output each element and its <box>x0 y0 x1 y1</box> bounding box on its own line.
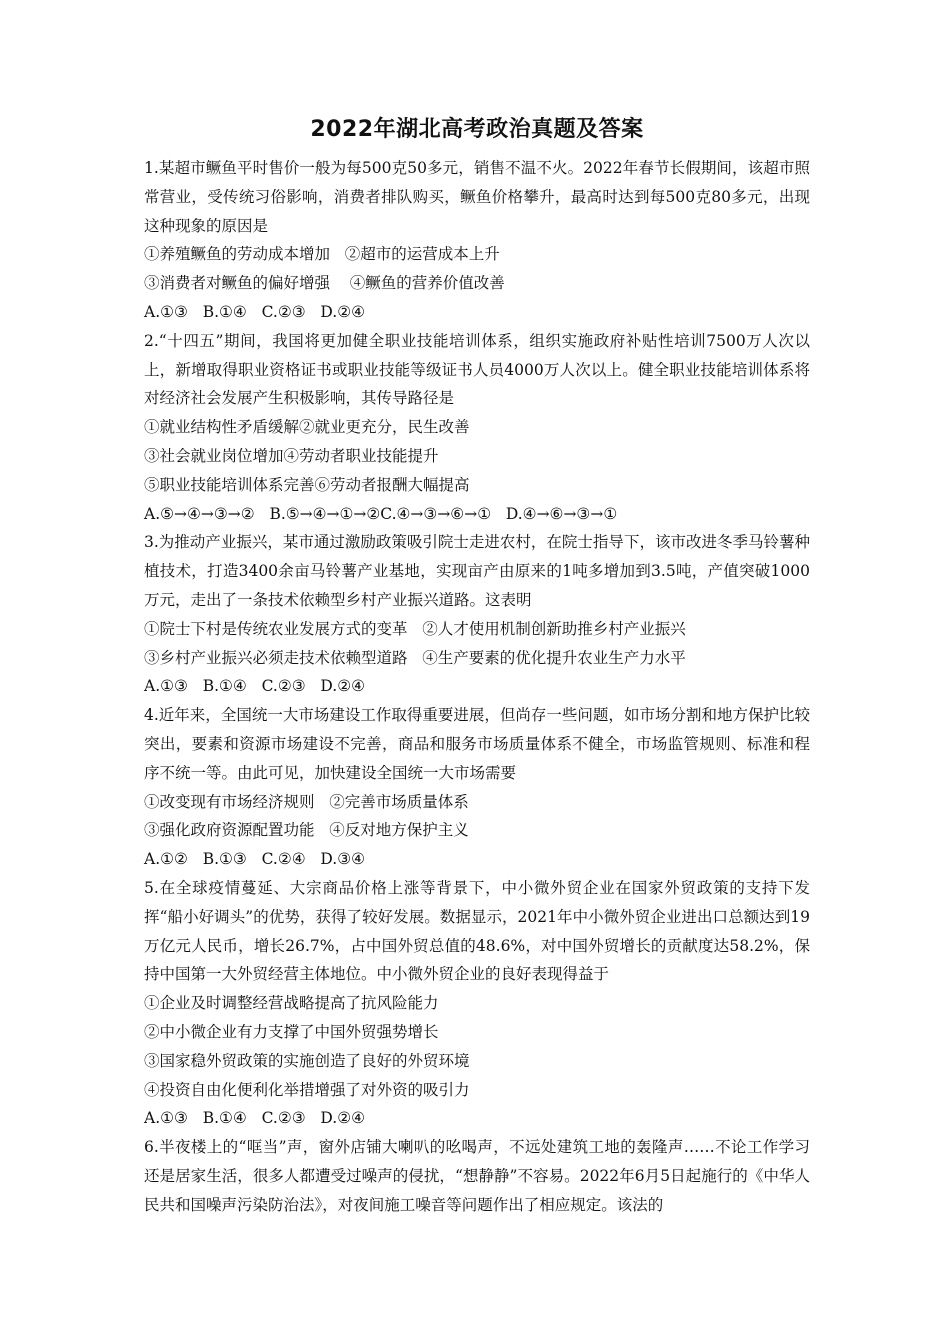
option-line: ①就业结构性矛盾缓解②就业更充分，民生改善 <box>144 418 470 437</box>
question-5 <box>144 874 810 1133</box>
question-stem: 4.近年来，全国统一大市场建设工作取得重要进展，但尚存一些问题，如市场分割和地方保护比较突出，要素和资源市场建设不完善，商品和服务市场质量体系不健全，市场监管规则、标准和程序不统一等。由此可见，加快建设全国统一大市场需要 <box>144 706 810 782</box>
page-title: 2022年湖北高考政治真题及答案 <box>310 117 644 142</box>
option-line: ①院士下村是传统农业发展方式的变革 ②人才使用机制创新助推乡村产业振兴 <box>144 619 686 638</box>
question-stem: 5.在全球疫情蔓延、大宗商品价格上涨等背景下，中小微外贸企业在国家外贸政策的支持下发挥“船小好调头”的优势，获得了较好发展。数据显示，2021年中小微外贸企业进出口总额达到19万亿元人民币，增长26.7%，占中国外贸总值的48.6%，对中国外贸增长的贡献度达58.2%，保持中国第一大外贸经营主体地位。中小微外贸企业的良好表现得益于 <box>144 878 810 984</box>
option-line: ①企业及时调整经营战略提高了抗风险能力 <box>144 994 439 1013</box>
answer-choices: A.⑤→④→③→② B.⑤→④→①→②C.④→③→⑥→① D.④→⑥→③→① <box>144 504 618 523</box>
question-4 <box>144 701 810 874</box>
answer-choices: A.①③ B.①④ C.②③ D.②④ <box>144 302 365 321</box>
option-line: ③社会就业岗位增加④劳动者职业技能提升 <box>144 446 439 465</box>
option-line: ③强化政府资源配置功能 ④反对地方保护主义 <box>144 821 469 840</box>
answer-choices: A.①③ B.①④ C.②③ D.②④ <box>144 677 365 696</box>
question-stem: 6.半夜楼上的“哐当”声，窗外店铺大喇叭的吆喝声，不远处建筑工地的轰隆声……不论工作学习还是居家生活，很多人都遭受过噪声的侵扰，“想静静”不容易。2022年6月5日起施行的《中华人民共和国噪声污染防治法》，对夜间施工噪音等问题作出了相应规定。该法的 <box>144 1138 810 1214</box>
question-2 <box>144 327 810 529</box>
question-3 <box>144 528 810 701</box>
question-stem: 2.“十四五”期间，我国将更加健全职业技能培训体系，组织实施政府补贴性培训7500万人次以上，新增取得职业资格证书或职业技能等级证书人员4000万人次以上。健全职业技能培训体系将对经济社会发展产生积极影响，其传导路径是 <box>144 331 810 408</box>
option-line: ①养殖鳜鱼的劳动成本增加 ②超市的运营成本上升 <box>144 245 500 264</box>
question-6 <box>144 1133 810 1219</box>
question-1 <box>144 154 810 327</box>
question-stem: 3.为推动产业振兴，某市通过激励政策吸引院士走进农村，在院士指导下，该市改进冬季马铃薯种植技术，打造3400余亩马铃薯产业基地，实现亩产由原来的1吨多增加到3.5吨，产值突破1000万元，走出了一条技术依赖型乡村产业振兴道路。这表明 <box>144 533 810 609</box>
option-line: ④投资自由化便利化举措增强了对外资的吸引力 <box>144 1080 470 1099</box>
option-line: ⑤职业技能培训体系完善⑥劳动者报酬大幅提高 <box>144 475 470 494</box>
document-page <box>144 112 810 1219</box>
answer-choices: A.①③ B.①④ C.②③ D.②④ <box>144 1109 365 1128</box>
question-stem: 1.某超市鳜鱼平时售价一般为每500克50多元，销售不温不火。2022年春节长假期间，该超市照常营业，受传统习俗影响，消费者排队购买，鳜鱼价格攀升，最高时达到每500克80多元，出现这种现象的原因是 <box>144 159 810 235</box>
option-line: ③乡村产业振兴必须走技术依赖型道路 ④生产要素的优化提升农业生产力水平 <box>144 648 686 667</box>
option-line: ③消费者对鳜鱼的偏好增强 ④鳜鱼的营养价值改善 <box>144 274 505 293</box>
option-line: ③国家稳外贸政策的实施创造了良好的外贸环境 <box>144 1051 470 1070</box>
option-line: ①改变现有市场经济规则 ②完善市场质量体系 <box>144 792 469 811</box>
option-line: ②中小微企业有力支撑了中国外贸强势增长 <box>144 1022 439 1041</box>
answer-choices: A.①② B.①③ C.②④ D.③④ <box>144 850 365 869</box>
